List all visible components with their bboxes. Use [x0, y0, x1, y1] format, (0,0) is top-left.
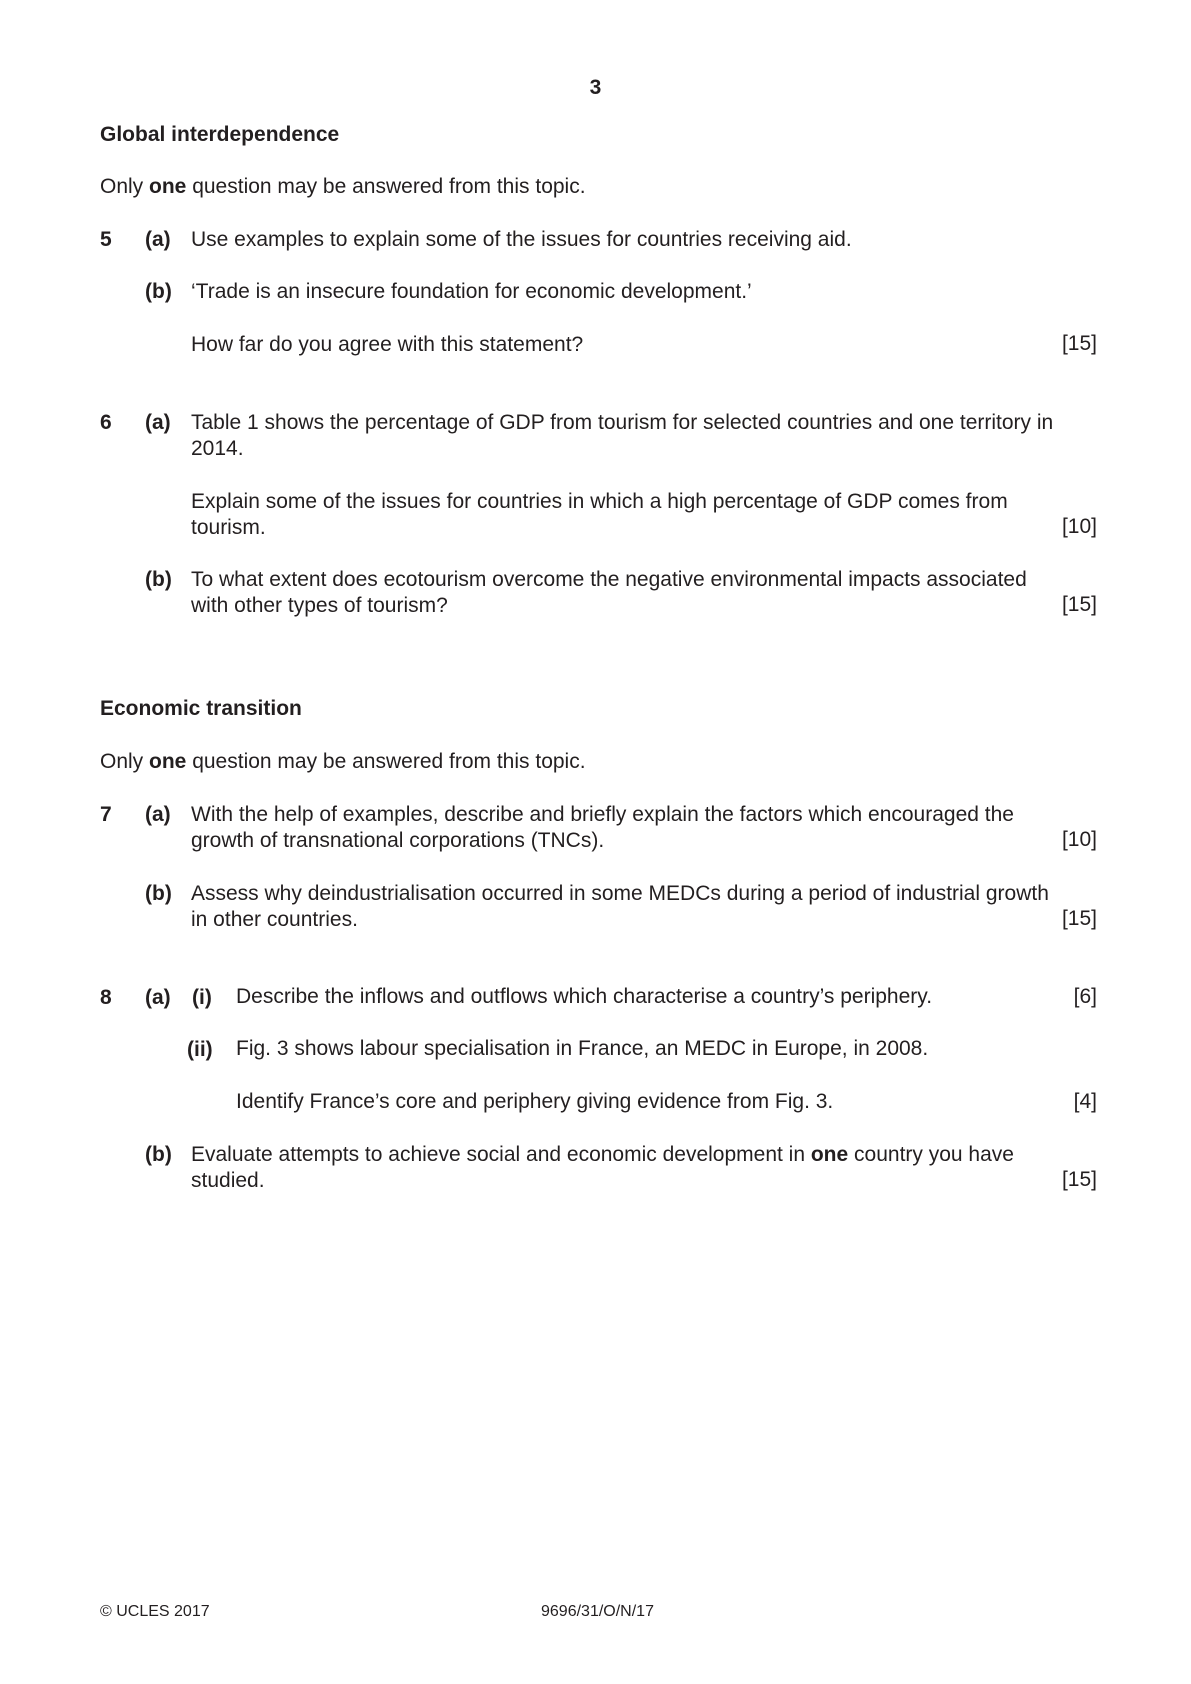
question-6a-line1: Table 1 shows the percentage of GDP from tourism for selected countries and one territory in: [191, 411, 1054, 434]
mark-7b: [15]: [1061, 907, 1097, 930]
mark-5b: [15]: [1061, 332, 1097, 355]
question-8b-line2: studied.: [191, 1169, 265, 1192]
section-heading-economic-transition: Economic transition: [100, 697, 302, 720]
instruction-text: question may be answered from this topic.: [186, 175, 586, 198]
part-label-7b: (b): [145, 882, 172, 905]
question-5b-quote: ‘Trade is an insecure foundation for economic development.’: [191, 280, 752, 303]
question-8b-text: Evaluate attempts to achieve social and economic development in: [191, 1143, 811, 1166]
instruction-text: Only: [100, 175, 150, 198]
question-number-5: 5: [100, 228, 112, 251]
part-label-7a: (a): [145, 803, 171, 826]
question-6a-prompt-line2: tourism.: [191, 516, 266, 539]
part-label-8a: (a): [145, 986, 171, 1009]
page-number: 3: [589, 76, 602, 99]
part-label-5a: (a): [145, 228, 171, 251]
question-8ai-text: Describe the inflows and outflows which characterise a country’s periphery.: [236, 985, 933, 1008]
question-6b-line1: To what extent does ecotourism overcome the negative environmental impacts associated: [191, 568, 1027, 591]
question-7a-line1: With the help of examples, describe and briefly explain the factors which encouraged the: [191, 803, 1014, 826]
footer-copyright: © UCLES 2017: [100, 1603, 210, 1620]
question-8b-text: country you have: [848, 1143, 1014, 1166]
instruction-emphasis: one: [149, 175, 187, 198]
footer-paper-code: 9696/31/O/N/17: [541, 1603, 654, 1620]
section-heading-global-interdependence: Global interdependence: [100, 123, 340, 146]
instruction-emphasis: one: [149, 750, 187, 773]
section-instruction: [100, 175, 586, 199]
mark-6b: [15]: [1061, 593, 1097, 616]
question-number-7: 7: [100, 803, 112, 826]
question-8aii-text: Fig. 3 shows labour specialisation in France, an MEDC in Europe, in 2008.: [236, 1037, 929, 1060]
question-6a-prompt-line1: Explain some of the issues for countries in which a high percentage of GDP comes from: [191, 490, 1008, 513]
question-5b-prompt: How far do you agree with this statement?: [191, 333, 584, 356]
question-7b-line2: in other countries.: [191, 908, 358, 931]
mark-6a: [10]: [1061, 515, 1097, 538]
question-6a-line2: 2014.: [191, 437, 244, 460]
mark-8b: [15]: [1061, 1168, 1097, 1191]
question-8b-line1: [191, 1142, 1097, 1168]
question-number-8: 8: [100, 986, 112, 1009]
part-label-6b: (b): [145, 568, 172, 591]
question-5a-text: Use examples to explain some of the issues for countries receiving aid.: [191, 228, 852, 251]
question-7a-line2: growth of transnational corporations (TNCs).: [191, 829, 605, 852]
mark-7a: [10]: [1061, 828, 1097, 851]
subpart-label-8aii: (ii): [187, 1038, 213, 1061]
mark-8aii: [4]: [1073, 1090, 1097, 1113]
mark-8ai: [6]: [1073, 985, 1097, 1008]
question-number-6: 6: [100, 411, 112, 434]
question-7b-line1: Assess why deindustrialisation occurred in some MEDCs during a period of industrial growth: [191, 882, 1049, 905]
part-label-5b: (b): [145, 280, 172, 303]
question-8b-emphasis: one: [810, 1143, 849, 1166]
question-8aii-prompt: Identify France’s core and periphery giving evidence from Fig. 3.: [236, 1090, 834, 1113]
instruction-text: question may be answered from this topic.: [186, 750, 586, 773]
part-label-8b: (b): [145, 1143, 172, 1166]
subpart-label-8ai: (i): [192, 986, 212, 1009]
instruction-text: Only: [100, 750, 150, 773]
part-label-6a: (a): [145, 411, 171, 434]
section-instruction: [100, 750, 586, 774]
question-6b-line2: with other types of tourism?: [191, 594, 448, 617]
